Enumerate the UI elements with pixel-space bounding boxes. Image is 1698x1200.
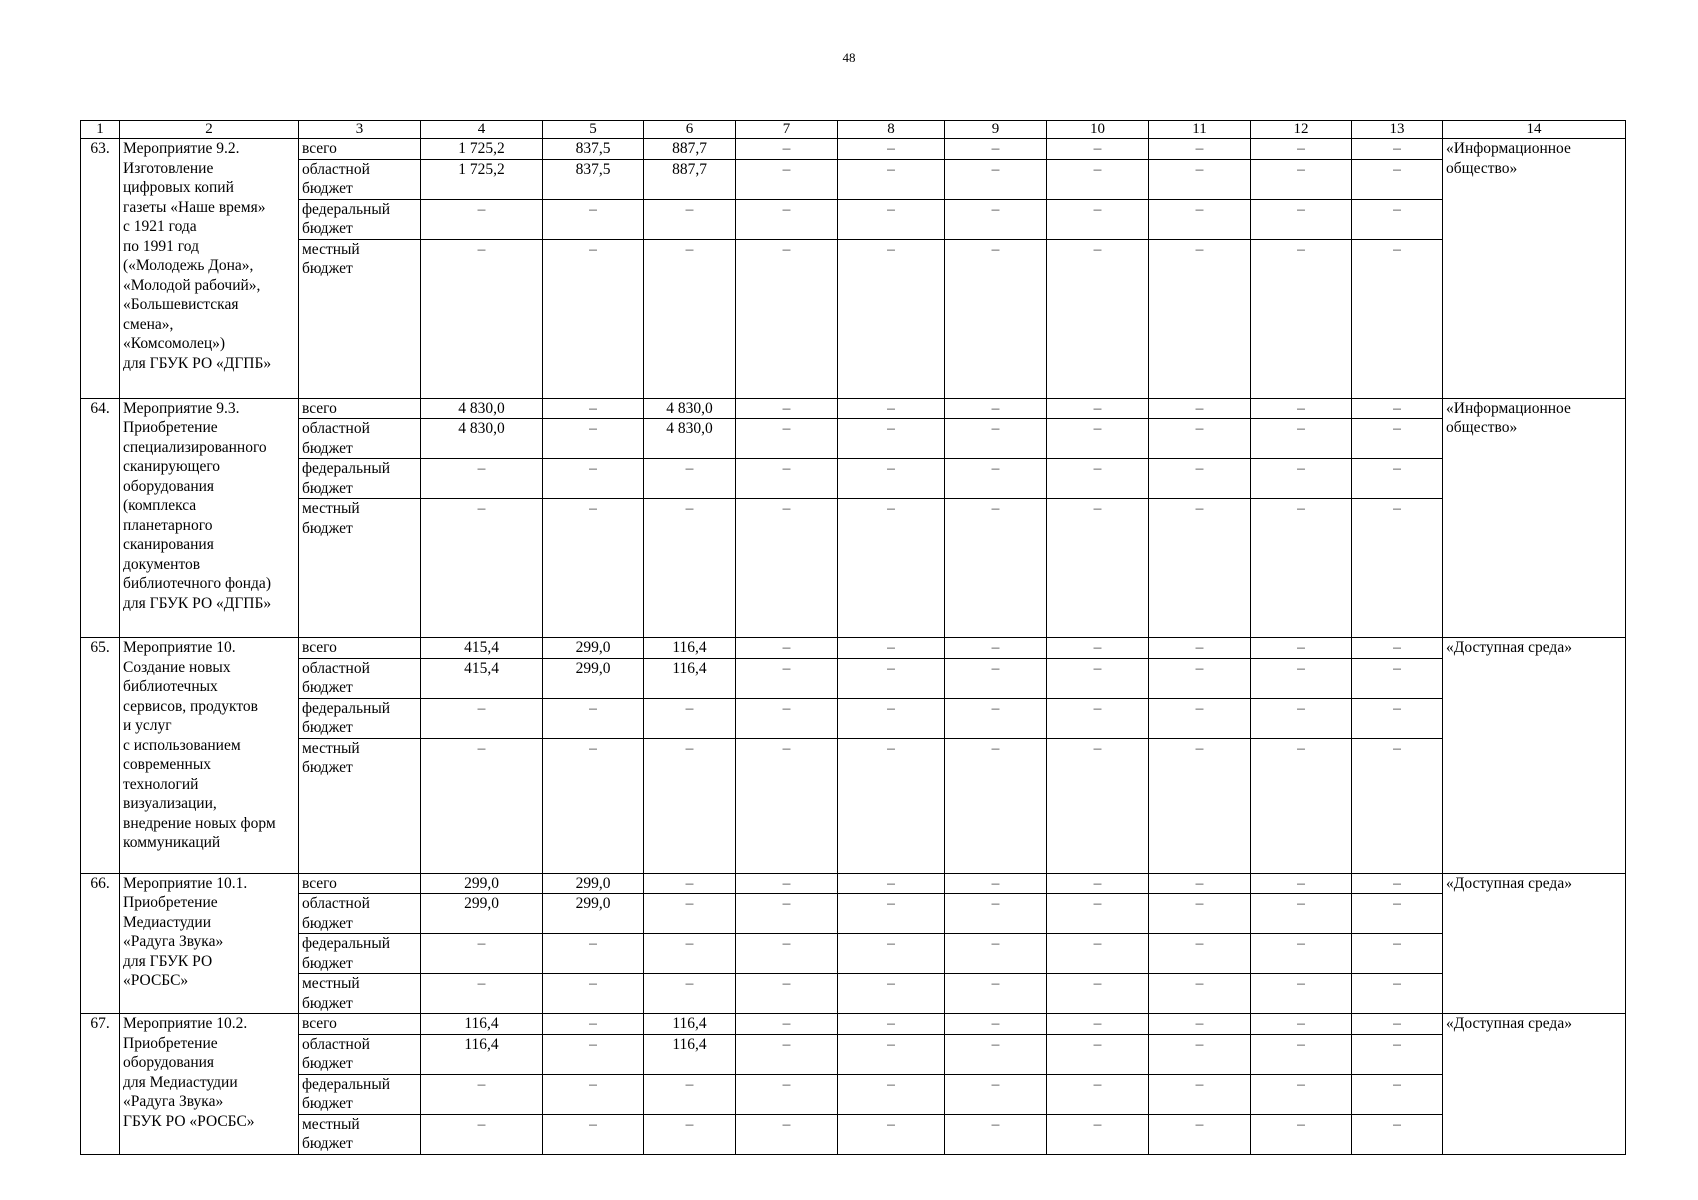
table-row xyxy=(81,1034,1626,1074)
funding-source: областной бюджет xyxy=(299,1034,421,1074)
funding-source: всего xyxy=(299,1014,421,1035)
amount-cell: – xyxy=(1149,398,1251,419)
amount-cell: – xyxy=(736,894,838,934)
amount-cell: – xyxy=(1149,894,1251,934)
amount-cell: – xyxy=(1149,1034,1251,1074)
amount-cell: – xyxy=(736,398,838,419)
amount-cell: – xyxy=(421,974,543,1014)
amount-cell: – xyxy=(736,698,838,738)
amount-cell: – xyxy=(1251,139,1352,160)
amount-cell: 4 830,0 xyxy=(644,419,736,459)
amount-cell: – xyxy=(543,1074,644,1114)
amount-cell: – xyxy=(945,658,1047,698)
amount-cell: 116,4 xyxy=(644,1034,736,1074)
amount-cell: – xyxy=(543,738,644,873)
state-program: «Доступная среда» xyxy=(1443,1014,1626,1155)
amount-cell: – xyxy=(838,974,945,1014)
amount-cell: 299,0 xyxy=(421,894,543,934)
amount-cell: – xyxy=(1047,199,1149,239)
amount-cell: – xyxy=(1352,419,1443,459)
amount-cell: – xyxy=(1251,499,1352,638)
amount-cell: – xyxy=(945,894,1047,934)
funding-source: областной бюджет xyxy=(299,658,421,698)
amount-cell: – xyxy=(945,934,1047,974)
amount-cell: 116,4 xyxy=(644,638,736,659)
amount-cell: – xyxy=(736,139,838,160)
column-number: 4 xyxy=(421,121,543,139)
amount-cell: – xyxy=(838,499,945,638)
amount-cell: – xyxy=(1352,658,1443,698)
amount-cell: – xyxy=(1047,1034,1149,1074)
amount-cell: – xyxy=(1149,139,1251,160)
amount-cell: – xyxy=(1251,1074,1352,1114)
amount-cell: – xyxy=(838,199,945,239)
amount-cell: – xyxy=(736,974,838,1014)
table-body xyxy=(81,121,1626,1155)
amount-cell: – xyxy=(1251,873,1352,894)
funding-source: областной бюджет xyxy=(299,159,421,199)
amount-cell: – xyxy=(1251,419,1352,459)
funding-source: местный бюджет xyxy=(299,1114,421,1154)
amount-cell: – xyxy=(1047,398,1149,419)
table-row xyxy=(81,419,1626,459)
amount-cell: 116,4 xyxy=(644,658,736,698)
funding-source: всего xyxy=(299,873,421,894)
column-number: 8 xyxy=(838,121,945,139)
activity-name: Мероприятие 10. Создание новых библиотечных сервисов, продуктов и услуг с использованием современных технологий визуализации, внедрение новых форм коммуникаций xyxy=(120,638,299,874)
amount-cell: – xyxy=(736,638,838,659)
amount-cell: – xyxy=(644,199,736,239)
amount-cell: – xyxy=(1047,499,1149,638)
amount-cell: – xyxy=(1149,459,1251,499)
amount-cell: – xyxy=(421,459,543,499)
funding-source: всего xyxy=(299,638,421,659)
amount-cell: – xyxy=(838,1014,945,1035)
amount-cell: – xyxy=(1149,698,1251,738)
amount-cell: – xyxy=(543,934,644,974)
amount-cell: – xyxy=(1352,159,1443,199)
amount-cell: – xyxy=(1047,459,1149,499)
amount-cell: – xyxy=(838,1114,945,1154)
funding-source: местный бюджет xyxy=(299,239,421,398)
column-number: 11 xyxy=(1149,121,1251,139)
amount-cell: – xyxy=(1352,738,1443,873)
amount-cell: – xyxy=(543,1014,644,1035)
amount-cell: – xyxy=(1047,239,1149,398)
table-row xyxy=(81,974,1626,1014)
amount-cell: 4 830,0 xyxy=(644,398,736,419)
amount-cell: – xyxy=(736,239,838,398)
amount-cell: – xyxy=(838,398,945,419)
amount-cell: – xyxy=(1352,873,1443,894)
amount-cell: 299,0 xyxy=(543,658,644,698)
amount-cell: – xyxy=(838,159,945,199)
funding-source: местный бюджет xyxy=(299,499,421,638)
column-number: 2 xyxy=(120,121,299,139)
amount-cell: – xyxy=(1251,934,1352,974)
amount-cell: – xyxy=(1352,698,1443,738)
amount-cell: – xyxy=(838,698,945,738)
table-row xyxy=(81,1074,1626,1114)
amount-cell: – xyxy=(1149,159,1251,199)
amount-cell: – xyxy=(945,398,1047,419)
amount-cell: – xyxy=(945,499,1047,638)
amount-cell: 116,4 xyxy=(421,1034,543,1074)
funding-source: федеральный бюджет xyxy=(299,1074,421,1114)
funding-source: областной бюджет xyxy=(299,894,421,934)
amount-cell: – xyxy=(945,1114,1047,1154)
activity-name: Мероприятие 10.2. Приобретение оборудования для Медиастудии «Радуга Звука» ГБУК РО «РОСБС» xyxy=(120,1014,299,1155)
amount-cell: – xyxy=(1352,974,1443,1014)
amount-cell: 887,7 xyxy=(644,139,736,160)
amount-cell: – xyxy=(1352,1034,1443,1074)
amount-cell: – xyxy=(1352,934,1443,974)
amount-cell: – xyxy=(838,139,945,160)
budget-table xyxy=(80,120,1626,1155)
row-number: 67. xyxy=(81,1014,120,1155)
amount-cell: – xyxy=(838,658,945,698)
amount-cell: – xyxy=(1352,239,1443,398)
amount-cell: – xyxy=(1251,1014,1352,1035)
amount-cell: – xyxy=(838,638,945,659)
funding-source: федеральный бюджет xyxy=(299,459,421,499)
amount-cell: – xyxy=(543,398,644,419)
amount-cell: – xyxy=(1352,139,1443,160)
amount-cell: – xyxy=(1047,638,1149,659)
amount-cell: – xyxy=(838,1074,945,1114)
amount-cell: – xyxy=(1047,738,1149,873)
amount-cell: – xyxy=(543,974,644,1014)
row-number: 64. xyxy=(81,398,120,638)
amount-cell: 837,5 xyxy=(543,159,644,199)
amount-cell: – xyxy=(1251,698,1352,738)
amount-cell: – xyxy=(421,239,543,398)
amount-cell: – xyxy=(945,199,1047,239)
amount-cell: – xyxy=(1149,974,1251,1014)
table-row xyxy=(81,199,1626,239)
funding-source: местный бюджет xyxy=(299,974,421,1014)
amount-cell: – xyxy=(1352,459,1443,499)
amount-cell: – xyxy=(421,199,543,239)
table-row xyxy=(81,638,1626,659)
amount-cell: – xyxy=(1047,159,1149,199)
amount-cell: – xyxy=(1149,239,1251,398)
amount-cell: – xyxy=(1047,698,1149,738)
amount-cell: – xyxy=(1149,934,1251,974)
table-row xyxy=(81,1014,1626,1035)
table-row xyxy=(81,658,1626,698)
state-program: «Информационное общество» xyxy=(1443,139,1626,399)
amount-cell: – xyxy=(543,419,644,459)
amount-cell: – xyxy=(838,894,945,934)
amount-cell: – xyxy=(945,974,1047,1014)
amount-cell: 4 830,0 xyxy=(421,398,543,419)
amount-cell: – xyxy=(421,698,543,738)
amount-cell: – xyxy=(1251,1114,1352,1154)
amount-cell: – xyxy=(1251,894,1352,934)
amount-cell: – xyxy=(1251,658,1352,698)
table-row xyxy=(81,139,1626,160)
table-row xyxy=(81,698,1626,738)
amount-cell: – xyxy=(421,1074,543,1114)
activity-name: Мероприятие 9.3. Приобретение специализированного сканирующего оборудования (комплекса планетарного сканирования документов библиотечного фонда) для ГБУК РО «ДГПБ» xyxy=(120,398,299,638)
amount-cell: – xyxy=(543,1114,644,1154)
amount-cell: – xyxy=(736,499,838,638)
amount-cell: – xyxy=(1251,199,1352,239)
amount-cell: – xyxy=(736,934,838,974)
amount-cell: – xyxy=(543,499,644,638)
amount-cell: – xyxy=(1047,1114,1149,1154)
activity-name: Мероприятие 10.1. Приобретение Медиастудии «Радуга Звука» для ГБУК РО «РОСБС» xyxy=(120,873,299,1014)
amount-cell: – xyxy=(736,459,838,499)
amount-cell: 116,4 xyxy=(421,1014,543,1035)
amount-cell: – xyxy=(1149,1074,1251,1114)
amount-cell: – xyxy=(736,199,838,239)
amount-cell: – xyxy=(1251,159,1352,199)
amount-cell: – xyxy=(543,1034,644,1074)
amount-cell: – xyxy=(736,738,838,873)
table-row xyxy=(81,873,1626,894)
column-number: 9 xyxy=(945,121,1047,139)
amount-cell: – xyxy=(644,459,736,499)
amount-cell: – xyxy=(644,974,736,1014)
amount-cell: – xyxy=(736,159,838,199)
amount-cell: – xyxy=(736,1114,838,1154)
amount-cell: – xyxy=(1251,459,1352,499)
amount-cell: – xyxy=(644,934,736,974)
amount-cell: 415,4 xyxy=(421,658,543,698)
amount-cell: – xyxy=(1352,638,1443,659)
amount-cell: – xyxy=(736,1034,838,1074)
amount-cell: – xyxy=(945,239,1047,398)
table-row xyxy=(81,398,1626,419)
column-number: 12 xyxy=(1251,121,1352,139)
amount-cell: – xyxy=(1352,894,1443,934)
amount-cell: – xyxy=(945,1034,1047,1074)
amount-cell: – xyxy=(945,1014,1047,1035)
amount-cell: – xyxy=(838,934,945,974)
amount-cell: – xyxy=(644,738,736,873)
funding-source: всего xyxy=(299,139,421,160)
amount-cell: – xyxy=(1149,638,1251,659)
funding-source: местный бюджет xyxy=(299,738,421,873)
amount-cell: – xyxy=(945,638,1047,659)
table-row xyxy=(81,239,1626,398)
amount-cell: – xyxy=(1352,1014,1443,1035)
amount-cell: – xyxy=(736,873,838,894)
amount-cell: 299,0 xyxy=(421,873,543,894)
amount-cell: 4 830,0 xyxy=(421,419,543,459)
amount-cell: – xyxy=(1251,638,1352,659)
amount-cell: – xyxy=(736,658,838,698)
amount-cell: – xyxy=(644,698,736,738)
amount-cell: – xyxy=(644,499,736,638)
amount-cell: 116,4 xyxy=(644,1014,736,1035)
amount-cell: – xyxy=(543,239,644,398)
funding-source: федеральный бюджет xyxy=(299,698,421,738)
amount-cell: 299,0 xyxy=(543,894,644,934)
amount-cell: – xyxy=(945,1074,1047,1114)
row-number: 63. xyxy=(81,139,120,399)
amount-cell: – xyxy=(1251,738,1352,873)
amount-cell: – xyxy=(1047,658,1149,698)
amount-cell: 1 725,2 xyxy=(421,159,543,199)
amount-cell: – xyxy=(421,499,543,638)
amount-cell: – xyxy=(736,1074,838,1114)
amount-cell: – xyxy=(1047,419,1149,459)
state-program: «Доступная среда» xyxy=(1443,873,1626,1014)
amount-cell: – xyxy=(1149,419,1251,459)
state-program: «Информационное общество» xyxy=(1443,398,1626,638)
amount-cell: – xyxy=(1149,738,1251,873)
amount-cell: 1 725,2 xyxy=(421,139,543,160)
funding-source: федеральный бюджет xyxy=(299,199,421,239)
amount-cell: – xyxy=(945,873,1047,894)
amount-cell: – xyxy=(945,459,1047,499)
amount-cell: – xyxy=(838,873,945,894)
amount-cell: – xyxy=(838,419,945,459)
table-row xyxy=(81,894,1626,934)
amount-cell: – xyxy=(644,1074,736,1114)
amount-cell: – xyxy=(543,459,644,499)
amount-cell: – xyxy=(1352,499,1443,638)
column-number: 14 xyxy=(1443,121,1626,139)
amount-cell: 887,7 xyxy=(644,159,736,199)
amount-cell: – xyxy=(644,1114,736,1154)
amount-cell: – xyxy=(1047,1074,1149,1114)
amount-cell: 415,4 xyxy=(421,638,543,659)
amount-cell: – xyxy=(1149,658,1251,698)
column-number: 5 xyxy=(543,121,644,139)
amount-cell: – xyxy=(1352,199,1443,239)
funding-source: областной бюджет xyxy=(299,419,421,459)
amount-cell: 299,0 xyxy=(543,638,644,659)
amount-cell: – xyxy=(644,239,736,398)
amount-cell: – xyxy=(421,1114,543,1154)
funding-source: федеральный бюджет xyxy=(299,934,421,974)
amount-cell: – xyxy=(838,239,945,398)
state-program: «Доступная среда» xyxy=(1443,638,1626,874)
amount-cell: – xyxy=(1251,239,1352,398)
amount-cell: – xyxy=(1047,1014,1149,1035)
column-number-row xyxy=(81,121,1626,139)
amount-cell: – xyxy=(1352,1114,1443,1154)
table-row xyxy=(81,1114,1626,1154)
amount-cell: – xyxy=(644,894,736,934)
amount-cell: – xyxy=(736,419,838,459)
amount-cell: – xyxy=(838,459,945,499)
amount-cell: – xyxy=(945,419,1047,459)
amount-cell: – xyxy=(1047,873,1149,894)
column-number: 10 xyxy=(1047,121,1149,139)
amount-cell: – xyxy=(1047,974,1149,1014)
column-number: 7 xyxy=(736,121,838,139)
funding-source: всего xyxy=(299,398,421,419)
amount-cell: – xyxy=(421,934,543,974)
amount-cell: 299,0 xyxy=(543,873,644,894)
column-number: 6 xyxy=(644,121,736,139)
amount-cell: – xyxy=(543,199,644,239)
amount-cell: – xyxy=(1047,139,1149,160)
amount-cell: – xyxy=(1149,1114,1251,1154)
amount-cell: – xyxy=(1251,398,1352,419)
amount-cell: – xyxy=(1251,974,1352,1014)
amount-cell: – xyxy=(838,738,945,873)
page-number: 48 xyxy=(842,50,856,65)
amount-cell: – xyxy=(644,873,736,894)
row-number: 65. xyxy=(81,638,120,874)
activity-name: Мероприятие 9.2. Изготовление цифровых копий газеты «Наше время» с 1921 года по 1991 год («Молодежь Дона», «Молодой рабочий», «Большевистская смена», «Комсомолец») для ГБУК РО «ДГПБ» xyxy=(120,139,299,399)
amount-cell: – xyxy=(945,139,1047,160)
amount-cell: – xyxy=(736,1014,838,1035)
amount-cell: 837,5 xyxy=(543,139,644,160)
amount-cell: – xyxy=(1251,1034,1352,1074)
amount-cell: – xyxy=(1149,499,1251,638)
amount-cell: – xyxy=(421,738,543,873)
table-row xyxy=(81,459,1626,499)
amount-cell: – xyxy=(543,698,644,738)
amount-cell: – xyxy=(945,698,1047,738)
amount-cell: – xyxy=(1352,1074,1443,1114)
amount-cell: – xyxy=(945,159,1047,199)
amount-cell: – xyxy=(1149,873,1251,894)
table-row xyxy=(81,738,1626,873)
amount-cell: – xyxy=(1149,199,1251,239)
amount-cell: – xyxy=(945,738,1047,873)
column-number: 13 xyxy=(1352,121,1443,139)
table-row xyxy=(81,934,1626,974)
amount-cell: – xyxy=(1047,934,1149,974)
table-row xyxy=(81,499,1626,638)
amount-cell: – xyxy=(1352,398,1443,419)
column-number: 3 xyxy=(299,121,421,139)
amount-cell: – xyxy=(838,1034,945,1074)
table-row xyxy=(81,159,1626,199)
row-number: 66. xyxy=(81,873,120,1014)
amount-cell: – xyxy=(1149,1014,1251,1035)
column-number: 1 xyxy=(81,121,120,139)
amount-cell: – xyxy=(1047,894,1149,934)
